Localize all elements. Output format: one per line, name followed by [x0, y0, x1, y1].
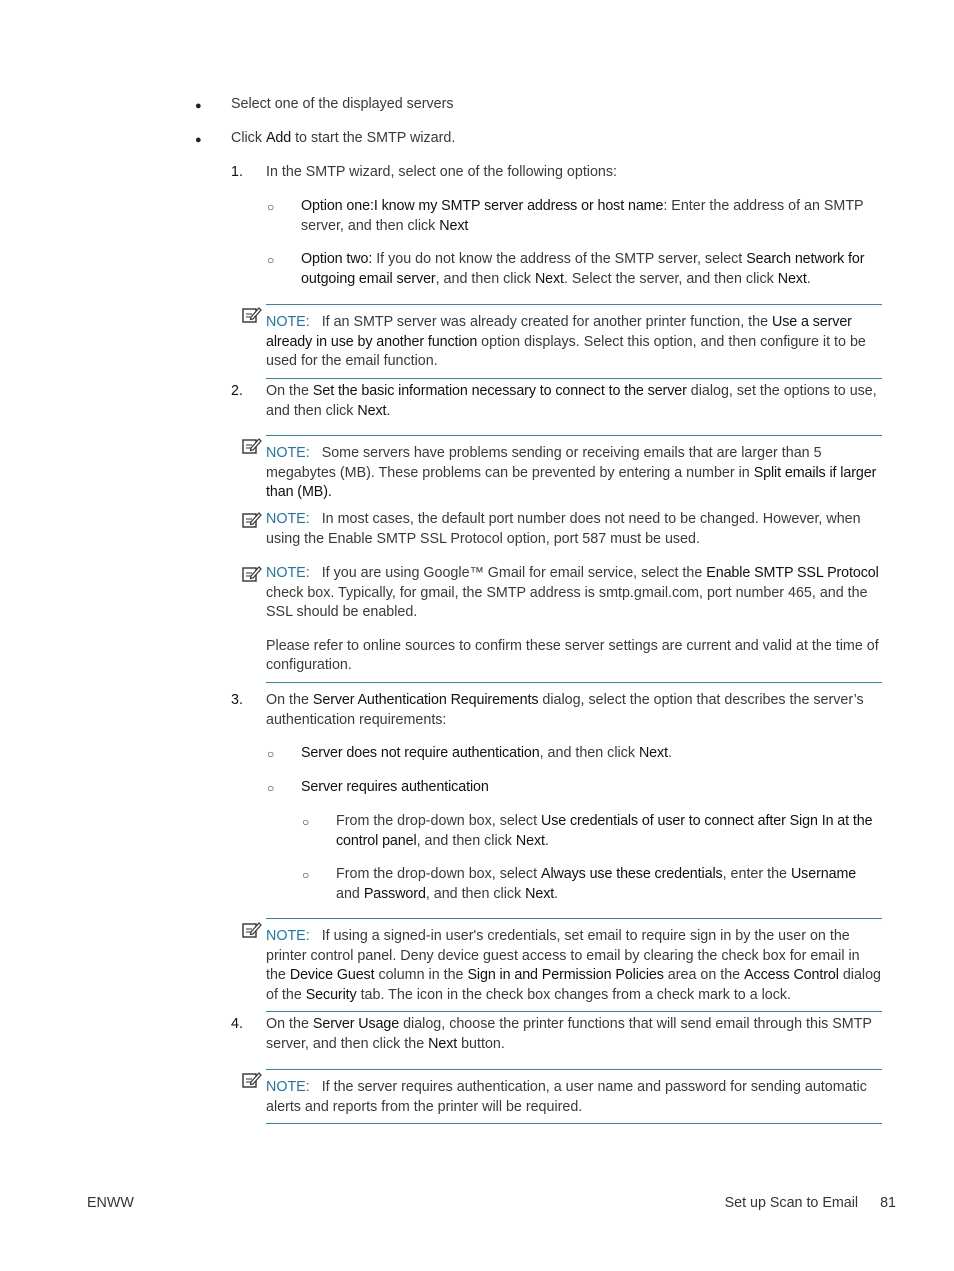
bold-term: Next	[638, 745, 668, 761]
text: to start the SMTP wizard.	[291, 130, 456, 146]
page-number: 81	[880, 1195, 896, 1211]
note-pencil-icon	[242, 437, 262, 455]
bold-term: Next	[428, 1035, 458, 1052]
bold-term: Password	[363, 885, 426, 902]
bold-term: Server requires authentication	[301, 779, 489, 795]
note-label: NOTE:	[266, 511, 310, 527]
bold-term: Always use these credentials	[541, 866, 723, 882]
bold-term: Next	[357, 402, 387, 419]
bold-term: Use a server already in use by another function	[266, 314, 852, 350]
note-box	[266, 564, 882, 683]
bold-term: Next	[777, 270, 807, 287]
bold-term: Server does not require authentication	[301, 745, 540, 761]
bold-term: Next	[525, 885, 555, 902]
step-number: 2.	[231, 383, 243, 399]
text: On the	[266, 1016, 313, 1032]
footer-left: ENWW	[87, 1195, 134, 1211]
bold-term: Server Usage	[312, 1016, 400, 1032]
circle-marker: ○	[302, 868, 310, 882]
note-label: NOTE:	[266, 565, 310, 581]
bold-term: Next	[534, 270, 564, 287]
circle-marker: ○	[267, 253, 275, 267]
step-2-text	[266, 382, 882, 421]
bold-term: Option two:	[301, 251, 373, 267]
text: : Enter the address of an SMTP server, and then click	[301, 198, 864, 234]
note-paragraph: Please refer to online sources to confirm these server settings are current and valid at the time of configuration.	[266, 637, 879, 673]
text: , and then click	[416, 832, 516, 849]
step-1-text: In the SMTP wizard, select one of the following options:	[266, 164, 617, 180]
text: and	[336, 885, 364, 902]
step-3-sub-option-2	[336, 865, 876, 904]
bold-term: Next	[515, 832, 545, 849]
bold-term: Enable SMTP SSL Protocol	[706, 565, 879, 581]
bold-term: Next	[439, 217, 469, 234]
step-1-option-1	[301, 197, 881, 236]
step-4-text	[266, 1015, 882, 1054]
bold-term: Access Control	[744, 967, 839, 983]
bold-term: Use credentials of user to connect after Sign In at the control panel	[336, 813, 873, 849]
text: , and then click	[425, 885, 526, 902]
circle-marker: ○	[267, 781, 275, 795]
note-label: NOTE:	[266, 928, 310, 944]
text: dialog of the	[266, 967, 881, 1003]
note-pencil-icon	[242, 306, 262, 324]
text: From the drop-down box, select	[336, 866, 542, 882]
text: If you are using Google™ Gmail for email service, select the	[321, 565, 707, 581]
bold-term: Split emails if larger than (MB).	[266, 464, 877, 500]
bullet-text	[231, 129, 455, 149]
bold-term: Add	[265, 130, 292, 146]
note-label: NOTE:	[266, 314, 310, 330]
bold-term: Device Guest	[289, 967, 375, 983]
bold-term: Search network for outgoing email server	[301, 251, 865, 287]
text: dialog, choose the printer functions that will send email through this SMTP server, and then click the	[266, 1016, 872, 1052]
text: If an SMTP server was already created for another printer function, the	[321, 314, 772, 330]
text: On the	[266, 383, 313, 399]
bullet-1-text: Select one of the displayed servers	[231, 96, 454, 112]
step-3-option-1	[301, 744, 881, 764]
text: . Select the server, and then click	[563, 270, 778, 287]
footer-right	[725, 1194, 896, 1214]
footer-section: Set up Scan to Email	[724, 1195, 859, 1211]
step-3-text	[266, 691, 882, 730]
circle-marker: ○	[267, 200, 275, 214]
bold-term: Sign in and Permission Policies	[467, 967, 664, 983]
text: , and then click	[435, 270, 535, 287]
step-3-option-2	[301, 778, 881, 798]
step-1-option-2	[301, 250, 881, 289]
step-3-sub-option-1	[336, 812, 876, 851]
note-pencil-icon	[242, 1071, 262, 1089]
note-pencil-icon	[242, 565, 262, 583]
text: option displays. Select this option, and then configure it to be used for the email function.	[266, 333, 866, 369]
bold-term: Server Authentication Requirements	[312, 692, 539, 708]
text: In most cases, the default port number does not need to be changed. However, when using the Enable SMTP SSL Protocol option, port 587 must be used.	[266, 511, 861, 547]
bold-term: Set the basic information necessary to connect to the server	[312, 383, 687, 399]
text: .	[554, 885, 559, 902]
text: , and then click	[539, 745, 639, 761]
circle-marker: ○	[267, 747, 275, 761]
text: On the	[266, 692, 313, 708]
note-box	[266, 918, 882, 1012]
text: tab. The icon in the check box changes from a check mark to a lock.	[356, 986, 792, 1003]
text: , enter the	[722, 866, 791, 882]
note-box	[266, 304, 882, 379]
note-label: NOTE:	[266, 1079, 310, 1095]
bold-term: Security	[305, 986, 357, 1003]
note-box	[266, 435, 882, 503]
note-box	[266, 1069, 882, 1124]
text: From the drop-down box, select	[336, 813, 542, 829]
note-pencil-icon	[242, 921, 262, 939]
step-number: 3.	[231, 692, 243, 708]
text: .	[667, 745, 672, 761]
step-number: 4.	[231, 1016, 243, 1032]
text: column in the	[374, 967, 468, 983]
bullet-marker: ●	[195, 134, 202, 146]
bold-term: Option one:I know my SMTP server address or host name	[301, 198, 664, 214]
text: button.	[457, 1035, 505, 1052]
step-number: 1.	[231, 164, 243, 180]
text: area on the	[663, 967, 745, 983]
bullet-marker: ●	[195, 100, 202, 112]
bullet-text	[231, 95, 454, 115]
text: If using a signed-in user's credentials, set email to require sign in by the user on the printer control panel. Deny device guest access to email by clearing the check box for email in the	[266, 928, 860, 983]
text: dialog, select the option that describes the server’s authentication requirements:	[266, 692, 864, 728]
note-pencil-icon	[242, 511, 262, 529]
circle-marker: ○	[302, 815, 310, 829]
note-label: NOTE:	[266, 445, 310, 461]
text: .	[386, 402, 391, 419]
text: check box. Typically, for gmail, the SMTP address is smtp.gmail.com, port number 465, and the SSL should be enabled.	[266, 584, 868, 620]
text: .	[544, 832, 549, 849]
text: .	[806, 270, 811, 287]
bold-term: Username	[790, 866, 857, 882]
text: If the server requires authentication, a user name and password for sending automatic alerts and reports from the printer will be required.	[266, 1079, 867, 1115]
text: dialog, set the options to use, and then click	[266, 383, 877, 419]
text: If you do not know the address of the SMTP server, select	[372, 251, 747, 267]
text: Some servers have problems sending or receiving emails that are larger than 5 megabytes (MB). These problems can be prevented by entering a number in	[266, 445, 822, 481]
text: Click	[231, 130, 266, 146]
note-box	[266, 510, 882, 549]
